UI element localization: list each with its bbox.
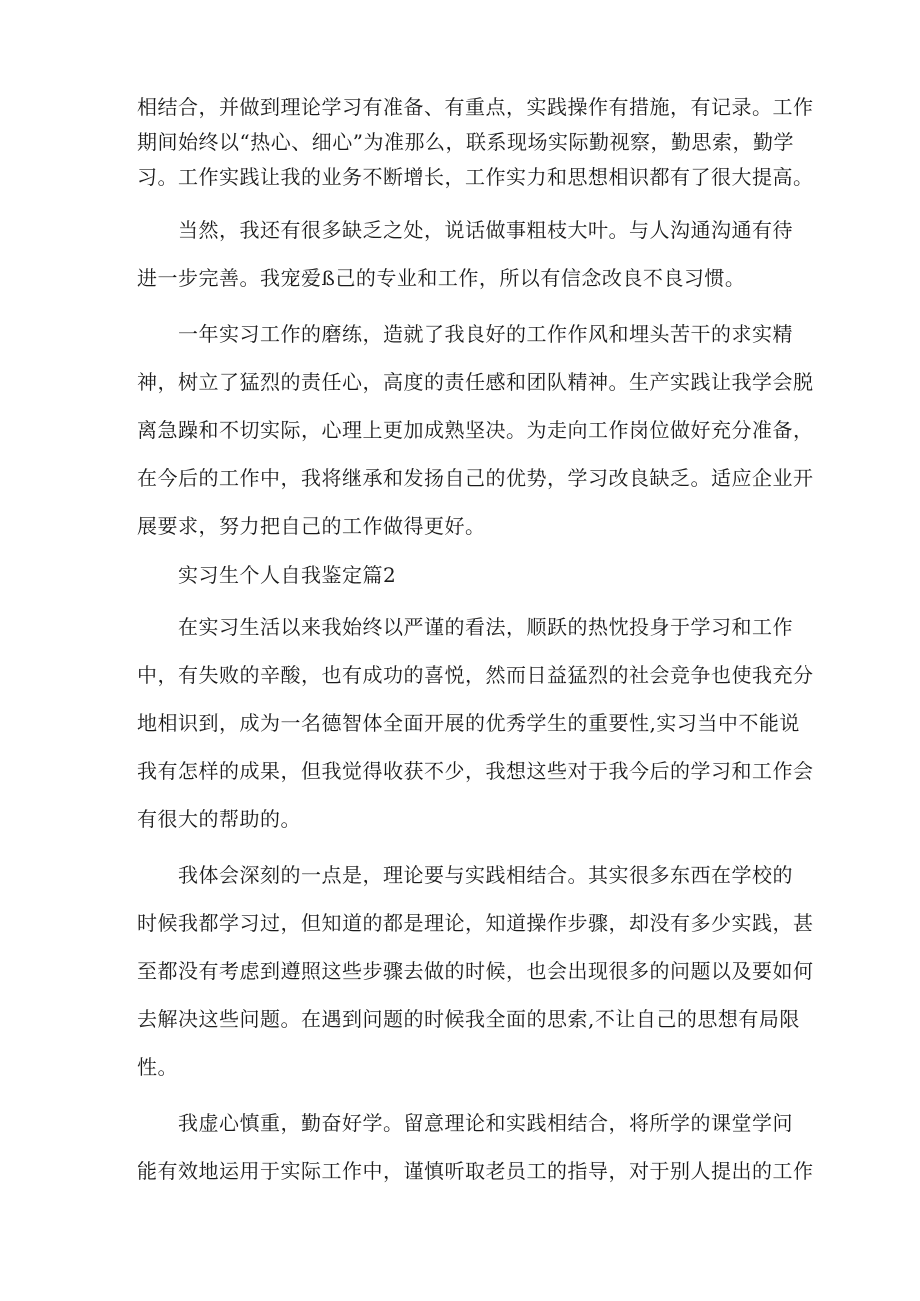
document-body <box>137 90 814 1203</box>
text-line: 去解决这些问题。在遇到问题的时候我全面的思索,不让自己的思想有局限 <box>137 1007 800 1031</box>
text-line: 当然，我还有很多缺乏之处，说话做事粗枝大叶。与人沟通沟通有待 <box>178 218 793 242</box>
text-line: 中，有失败的辛酸，也有成功的喜悦，然而日益猛烈的社会竞争也使我充分 <box>137 663 814 687</box>
text-line: 有很大的帮助的。 <box>137 807 301 831</box>
paragraph-5 <box>137 851 814 1091</box>
text-line: 我有怎样的成果，但我觉得收获不少，我想这些对于我今后的学习和工作会 <box>137 759 814 783</box>
text-line: 至都没有考虑到遵照这些步骤去做的时候，也会出现很多的问题以及要如何 <box>137 959 814 983</box>
text-line: 在今后的工作中，我将继承和发扬自己的优势，学习改良缺乏。适应企业开 <box>137 466 814 490</box>
paragraph-2 <box>137 206 793 302</box>
text-line: 性。 <box>137 1055 178 1079</box>
text-line: 展要求，努力把自己的工作做得更好。 <box>137 514 486 538</box>
text-line: 我虚心慎重，勤奋好学。留意理论和实践相结合，将所学的课堂学问 <box>178 1111 793 1135</box>
paragraph-1 <box>137 90 814 195</box>
text-line: 习。工作实践让我的业务不断增长，工作实力和思想相识都有了很大提高。 <box>137 165 814 189</box>
text-line: 神，树立了猛烈的责任心，高度的责任感和团队精神。生产实践让我学会脱 <box>137 370 814 394</box>
text-line: 我体会深刻的一点是，理论要与实践相结合。其实很多东西在学校的 <box>178 863 793 887</box>
text-line: 进一步完善。我宠爱ß己的专业和工作，所以有信念改良不良习惯。 <box>137 266 746 290</box>
text-line: 在实习生活以来我始终以严谨的看法，顺跃的热忱投身于学习和工作 <box>178 615 793 639</box>
text-line: 地相识到，成为一名德智体全面开展的优秀学生的重要性,实习当中不能说 <box>137 711 800 735</box>
text-line: 时候我都学习过，但知道的都是理论，知道操作步骤，却没有多少实践，甚 <box>137 911 814 935</box>
text-line: 相结合，并做到理论学习有准备、有重点，实践操作有措施，有记录。工作 <box>137 95 814 119</box>
paragraph-4 <box>137 603 814 843</box>
paragraph-3 <box>137 310 814 550</box>
text-line: 一年实习工作的磨练，造就了我良好的工作作风和埋头苦干的求实精 <box>178 322 793 346</box>
paragraph-6 <box>137 1099 814 1195</box>
text-line: 能有效地运用于实际工作中，谨慎听取老员工的指导，对于别人提出的工作 <box>137 1159 814 1183</box>
text-line: 期间始终以“热心、细心”为准那么，联系现场实际勤视察，勤思索，勤学 <box>137 130 794 154</box>
section-heading: 实习生个人自我鉴定篇2 <box>178 563 397 587</box>
text-line: 离急躁和不切实际，心理上更加成熟坚决。为走向工作岗位做好充分准备， <box>137 418 814 442</box>
